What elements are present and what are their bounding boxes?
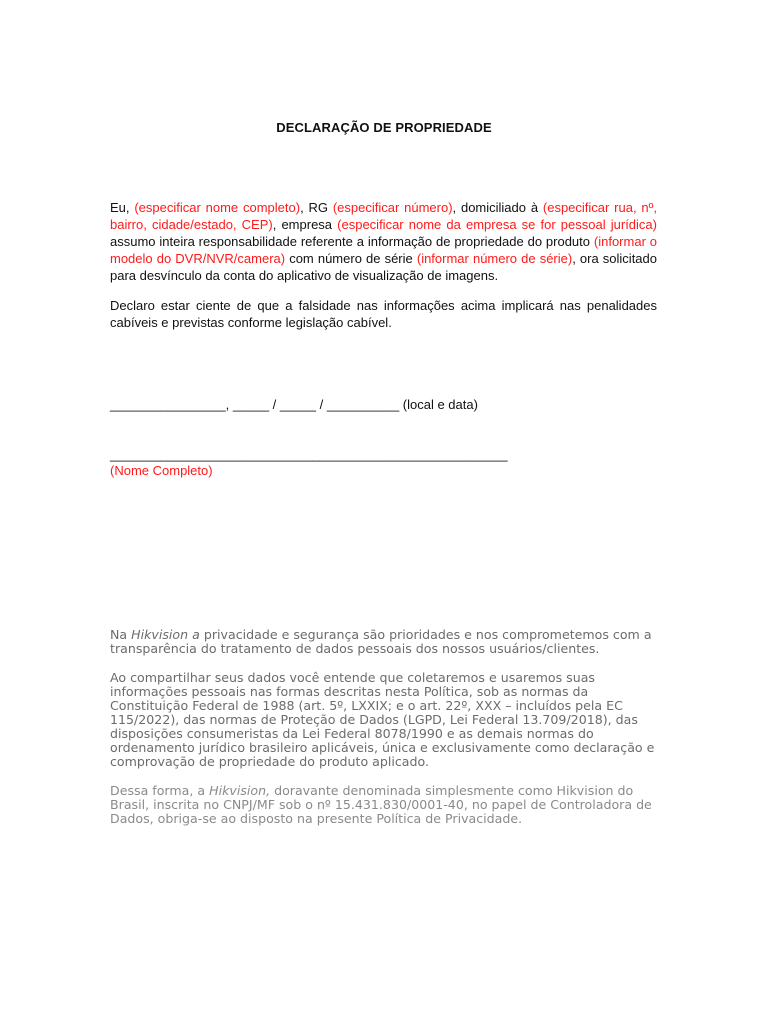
text-segment: privacidade e segurança são prioridades e nos comprometemos com a transparência do tratamento de dados pessoais dos nossos usuários/clientes. [110, 627, 652, 656]
text-segment: com número de série [285, 251, 417, 266]
text-segment: Na [110, 627, 132, 642]
placeholder-rg-number: (especificar número) [332, 200, 453, 215]
text-segment: doravante denominada simplesmente como Hikvision do Brasil, inscrita no CNPJ/MF sob o nº 15.431.830/0001-40, no papel de Controladora de Dados, obriga-se ao disposto na presente Política de Privacidade. [110, 783, 652, 826]
placeholder-serial-number: (informar número de série) [416, 251, 573, 266]
company-name-italic: Hikvision, [209, 783, 271, 798]
declaration-paragraph [110, 199, 657, 284]
privacy-paragraph-2: Ao compartilhar seus dados você entende que coletaremos e usaremos suas informações pessoais nas formas descritas nesta Política, sob as normas da Constituição Federal de 1988 (art. 5º, LXXIX; e o art. 22º, XXX – incluídos pela EC 115/2022), das normas de Proteção de Dados (LGPD, Lei Federal 13.709/2018), das disposições consumeristas da Lei Federal 8078/1990 e as demais normas do ordenamento jurídico brasileiro aplicáveis, única e exclusivamente como declaração e comprovação de propriedade do produto aplicado. [110, 670, 655, 769]
text-segment: Dessa forma, a [110, 783, 210, 798]
privacy-paragraph-3 [110, 784, 660, 826]
placeholder-full-name: (especificar nome completo) [134, 200, 301, 215]
text-segment: Eu, [110, 200, 135, 215]
placeholder-company: (especificar nome da empresa se for pessoal jurídica) [337, 217, 657, 232]
placeholder-device-model: (informar o modelo do DVR/NVR/camera) [110, 234, 657, 266]
privacy-paragraph-1 [110, 628, 660, 656]
text-segment: , domiciliado à [452, 200, 543, 215]
document-title: DECLARAÇÃO DE PROPRIEDADE [276, 120, 492, 135]
placeholder-address: (especificar rua, nº, bairro, cidade/estado, CEP) [110, 200, 657, 232]
signature-name-placeholder: (Nome Completo) [110, 463, 213, 478]
text-segment: , empresa [272, 217, 338, 232]
text-segment: assumo inteira responsabilidade referente a informação de propriedade do produto [110, 234, 594, 249]
text-segment: , ora solicitado para desvínculo da conta do aplicativo de visualização de imagens. [110, 251, 657, 283]
text-segment: , RG [300, 200, 333, 215]
company-name-italic: Hikvision a [131, 627, 200, 642]
awareness-paragraph: Declaro estar ciente de que a falsidade nas informações acima implicará nas penalidades cabíveis e previstas conforme legislação cabível. [110, 298, 657, 330]
signature-line: _______________________________________________________ [110, 447, 508, 462]
place-date-line: ________________, _____ / _____ / __________ (local e data) [110, 397, 478, 412]
